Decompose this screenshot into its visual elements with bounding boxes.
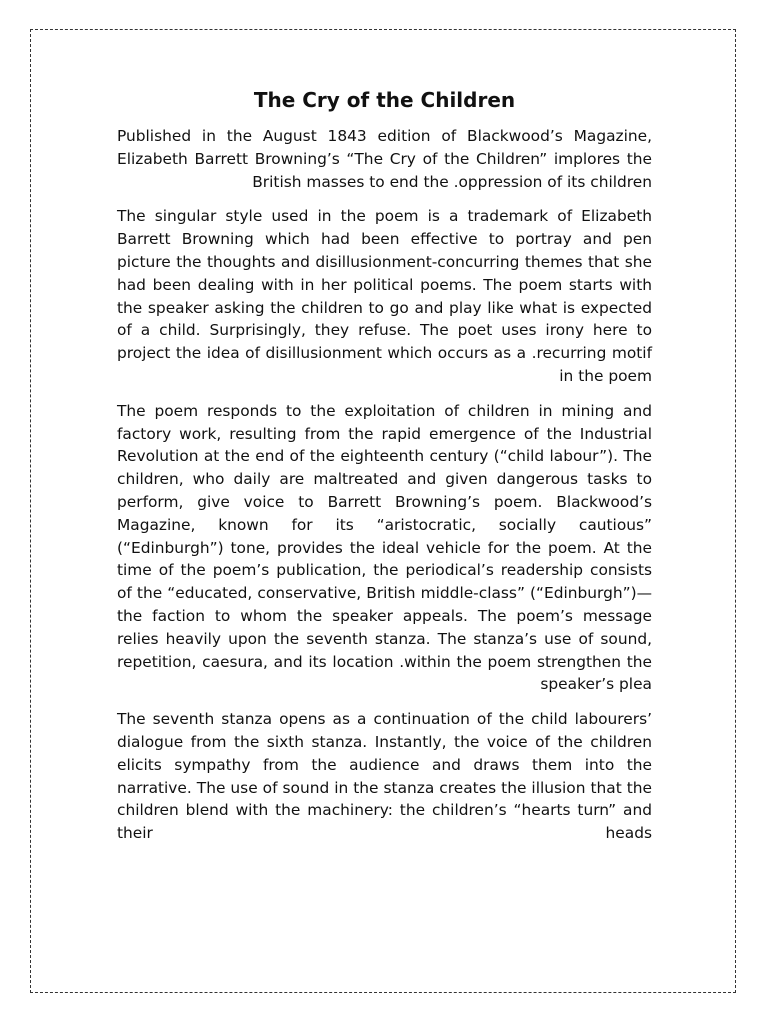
- paragraph-3: The poem responds to the exploitation of children in mining and factory work, resulting from the rapid emergence of the Industrial Revolution at the end of the eighteenth century (“child labour”). The children, who daily are maltreated and given dangerous tasks to perform, give voice to Barrett Browning’s poem. Blackwood’s Magazine, known for its “aristocratic, socially cautious” (“Edinburgh”) tone, provides the ideal vehicle for the poem. At the time of the poem’s publication, the periodical’s readership consists of the “educated, conservative, British middle-class” (“Edinburgh”)—the faction to whom the speaker appeals. The poem’s message relies heavily upon the seventh stanza. The stanza’s use of sound, repetition, caesura, and its location .within the poem strengthen the speaker’s plea: [117, 401, 652, 694]
- paragraph-4: The seventh stanza opens as a continuation of the child labourers’ dialogue from the sixth stanza. Instantly, the voice of the children elicits sympathy from the audience and draws them into the narrative. The use of sound in the stanza creates the illusion that the children blend with the machinery: the children’s “hearts turn” and their heads: [117, 710, 652, 843]
- document-title: The Cry of the Children: [253, 88, 516, 112]
- paragraph-2: The singular style used in the poem is a trademark of Elizabeth Barrett Browning which had been effective to portray and pen picture the thoughts and disillusionment-concurring themes that she had been dealing with in her political poems. The poem starts with the speaker asking the children to go and play like what is expected of a child. Surprisingly, they refuse. The poet uses irony here to project the idea of disillusionment which occurs as a .recurring motif in the poem: [117, 207, 652, 385]
- paragraph-1: Published in the August 1843 edition of Blackwood’s Magazine, Elizabeth Barrett Browning’s “The Cry of the Children” implores the British masses to end the .oppression of its children: [117, 127, 652, 191]
- document-body: [117, 86, 652, 857]
